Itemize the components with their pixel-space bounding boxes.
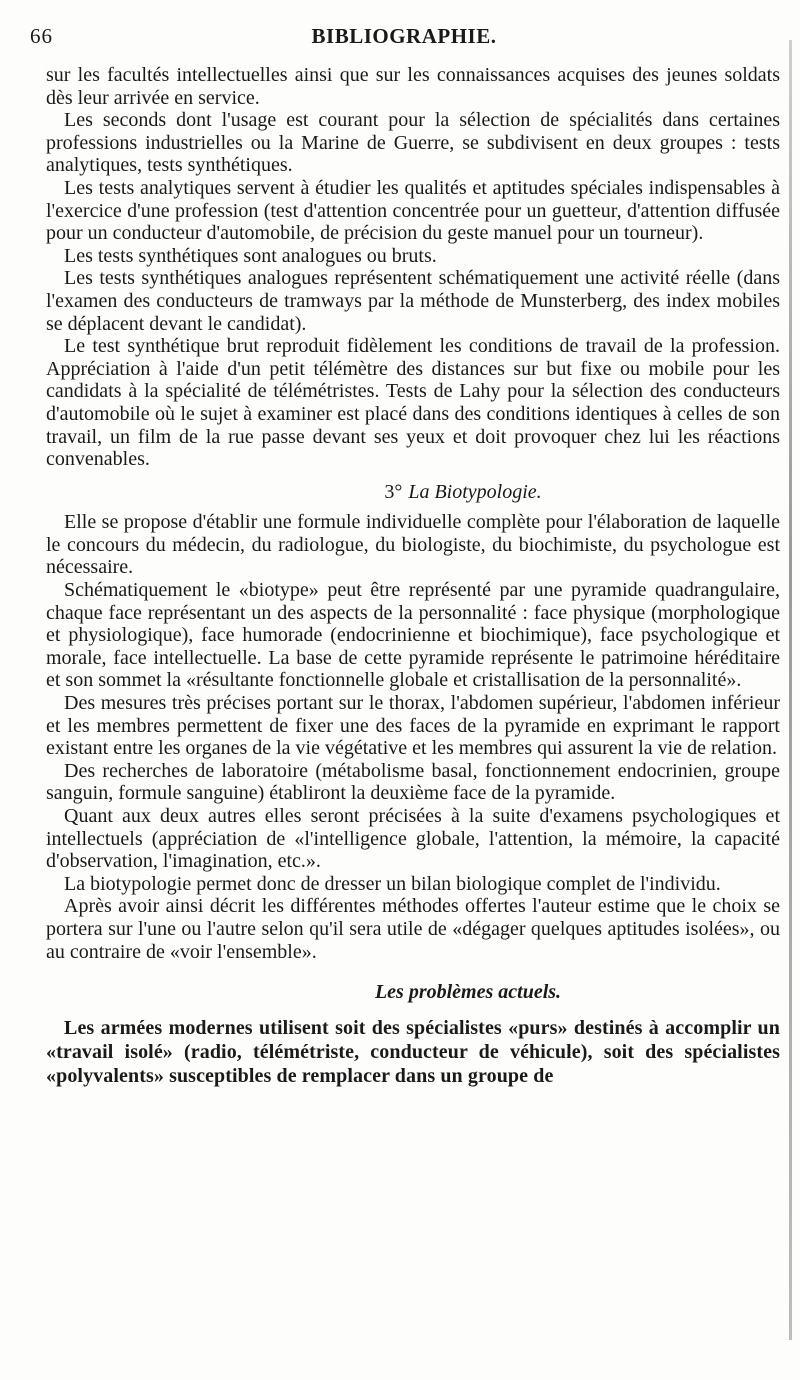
page-header (30, 20, 778, 54)
paragraph: sur les facultés intellectuelles ainsi que sur les connaissances acquises des jeunes soldats dès leur arrivée en service. (46, 64, 780, 109)
paragraph: Le test synthétique brut reproduit fidèlement les conditions de travail de la profession. Appréciation à l'aide d'un petit télémètre des distances sur but fixe ou mobile pour les candidats à la spécialité de télémétristes. Tests de Lahy pour la sélection des conducteurs d'automobile où le sujet à examiner est placé dans des conditions identiques à celles de son travail, un film de la rue passe devant ses yeux et doit provoquer chez lui les réactions convenables. (46, 335, 780, 471)
paragraph: Des mesures très précises portant sur le thorax, l'abdomen supérieur, l'abdomen inférieur et les membres permettent de fixer une des faces de la pyramide en exprimant le rapport existant entre les organes de la vie végétative et les membres qui assurent la vie de relation. (46, 692, 780, 760)
section-number: 3° (384, 480, 403, 503)
paragraph: Des recherches de laboratoire (métabolisme basal, fonctionnement endocrinien, groupe sanguin, formule sanguine) établiront la deuxième face de la pyramide. (46, 759, 780, 805)
paragraph: La biotypologie permet donc de dresser un bilan biologique complet de l'individu. (64, 872, 721, 895)
paragraph: Elle se propose d'établir une formule individuelle complète pour l'élaboration de laquelle le concours du médecin, du radiologue, du biologiste, du biochimiste, du psychologue est nécessaire. (46, 511, 780, 579)
running-title: BIBLIOGRAPHIE. (311, 24, 497, 48)
section-heading-biotypologie (46, 481, 780, 504)
paragraph: Les tests synthétiques sont analogues ou bruts. (64, 244, 437, 267)
page-number: 66 (30, 24, 53, 48)
paragraph: Quant aux deux autres elles seront précisées à la suite d'examens psychologiques et intellectuels (appréciation de «l'intelligence globale, l'attention, la mémoire, la capacité d'observation, l'imagination, etc.». (46, 805, 780, 873)
page-edge-shadow (789, 40, 792, 1340)
paragraph: Les tests synthétiques analogues représentent schématiquement une activité réelle (dans l'examen des conducteurs de tramways par la méthode de Munsterberg, des index mobiles se déplacent devant le candidat). (46, 267, 780, 335)
paragraph: Les seconds dont l'usage est courant pour la sélection de spécialités dans certaines professions industrielles ou la Marine de Guerre, se subdivisent en deux groupes : tests analytiques, tests synthétiques. (46, 109, 780, 177)
paragraph: Après avoir ainsi décrit les différentes méthodes offertes l'auteur estime que le choix se portera sur l'une ou l'autre selon qu'il sera utile de «dégager quelques aptitudes isolées», ou au contraire de «voir l'ensemble». (46, 895, 780, 963)
paragraph: Schématiquement le «biotype» peut être représenté par une pyramide quadrangulaire, chaque face représentant un des aspects de la personnalité : face physique (morphologique et physiologique), face humorade (endocrinienne et biochimique), face psychologique et morale, face intellectuelle. La base de cette pyramide représente le patrimoine héréditaire et son sommet la «résultante fonctionnelle globale et cristallisation de la personnalité». (46, 579, 780, 692)
section-heading-problemes-actuels: Les problèmes actuels. (374, 981, 562, 1004)
section-title: La Biotypologie. (408, 480, 542, 503)
paragraph: Les tests analytiques servent à étudier les qualités et aptitudes spéciales indispensables à l'exercice d'une profession (test d'attention concentrée pour un guetteur, d'attention diffusée pour un conducteur d'automobile, de précision du geste manuel pour un tourneur). (46, 176, 780, 245)
paragraph: Les armées modernes utilisent soit des spécialistes «purs» destinés à accomplir un «travail isolé» (radio, télémétriste, conducteur de véhicule), soit des spécialistes «polyvalents» susceptibles de remplacer dans un groupe de (46, 1017, 780, 1088)
body-text (46, 64, 780, 1088)
